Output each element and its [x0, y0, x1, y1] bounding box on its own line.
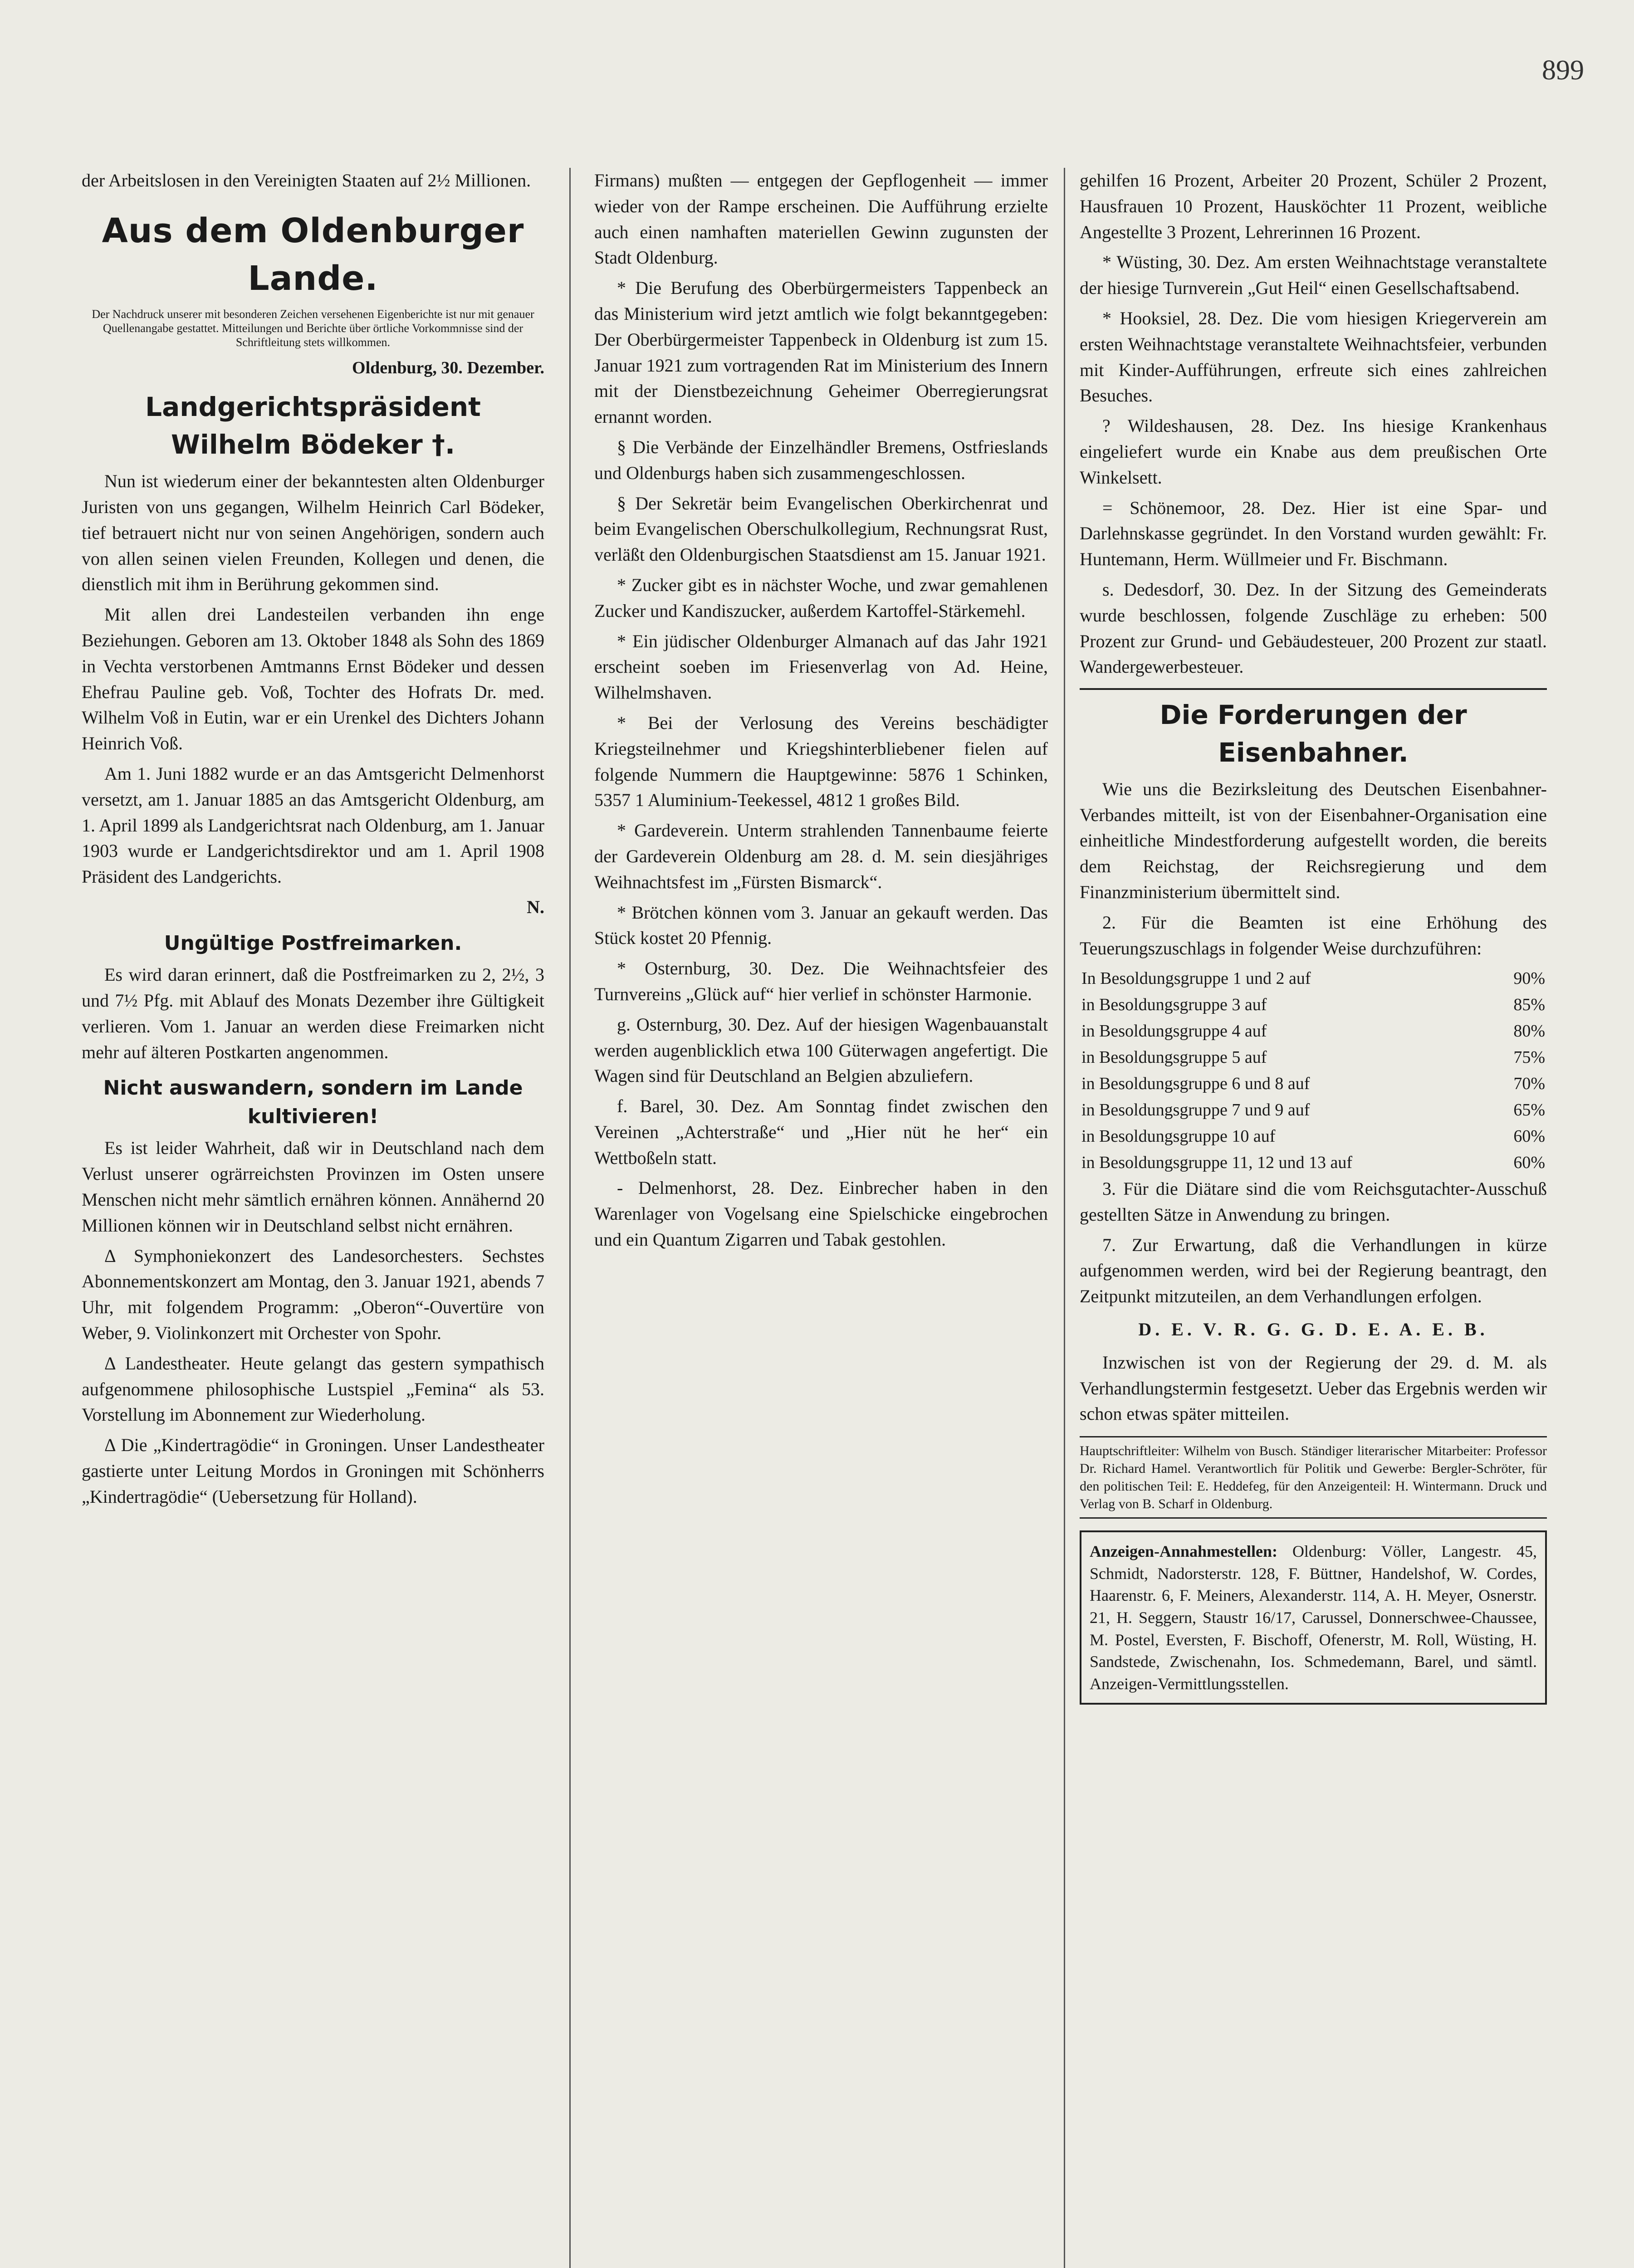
- railway-paragraph: 3. Für die Diätare sind die vom Reichsgutachter-Ausschuß gestellten Sätze in Anwendung zu bringen.: [1080, 1178, 1547, 1225]
- surcharge-group: in Besoldungsgruppe 4 auf: [1081, 1022, 1267, 1041]
- surcharge-percent: 65%: [1513, 1100, 1545, 1120]
- ads-box: [1080, 1530, 1547, 1705]
- surcharge-group: in Besoldungsgruppe 11, 12 und 13 auf: [1081, 1153, 1353, 1173]
- surcharge-row: [1080, 966, 1547, 992]
- news-item: * Zucker gibt es in nächster Woche, und zwar gemahlenen Zucker und Kandiszucker, außerdem Kartoffel-Stärkemehl.: [594, 574, 1048, 621]
- imprint: Hauptschriftleiter: Wilhelm von Busch. Ständiger literarischer Mitarbeiter: Professor Dr. Richard Hamel. Verantwortlich für Politik und Gewerbe: Bergler-Schröter, für den politischen Teil: E. Heddefeg, für den Anzeigenteil: H. Wintermann. Druck und Verlag von B. Scharf in Oldenburg.: [1080, 1436, 1547, 1519]
- surcharge-table: [1080, 966, 1547, 1176]
- news-item: - Delmenhorst, 28. Dez. Einbrecher haben in den Warenlager von Vogelsang eine Spielschicke eingebrochen und ein Quantum Zigarren und Tabak gestohlen.: [594, 1178, 1048, 1250]
- news-item: = Schönemoor, 28. Dez. Hier ist eine Spar- und Darlehnskasse gegründet. In den Vorstand wurden gewählt: Fr. Huntemann, Herm. Wüllmeier und Fr. Bischmann.: [1080, 497, 1547, 570]
- news-item: * Die Berufung des Oberbürgermeisters Tappenbeck an das Ministerium wird jetzt amtlich wie folgt bekanntgegeben: Der Oberbürgermeister Tappenbeck in Oldenburg ist zum 15. Januar 1921 zum vortragenden Rat im Ministerium des Innern mit der Dienstbezeichnung Geheimer Oberregierungsrat ernannt worden.: [594, 278, 1048, 427]
- organisations-line: D. E. V. R. G. G. D. E. A. E. B.: [1138, 1319, 1488, 1340]
- surcharge-percent: 80%: [1513, 1022, 1545, 1041]
- surcharge-group: in Besoldungsgruppe 5 auf: [1081, 1048, 1267, 1067]
- news-item: s. Dedesdorf, 30. Dez. In der Sitzung des Gemeinderats wurde beschlossen, folgende Zuschläge zu erheben: 500 Prozent zur Grund- und Gebäudesteuer, 200 Prozent zur staatl. Wandergewerbesteuer.: [1080, 579, 1547, 677]
- news-item: * Gardeverein. Unterm strahlenden Tannenbaume feierte der Gardeverein Oldenburg am 28. d. M. sein diesjähriges Weihnachtsfest im „Fürsten Bismarck“.: [594, 820, 1048, 892]
- news-item: * Bei der Verlosung des Vereins beschädigter Kriegsteilnehmer und Kriegshinterbliebener fielen auf folgende Nummern die Hauptgewinne: 5876 1 Schinken, 5357 1 Aluminium-Teekessel, 4812 1 großes Bild.: [594, 712, 1048, 811]
- surcharge-percent: 60%: [1513, 1127, 1545, 1146]
- news-item: * Wüsting, 30. Dez. Am ersten Weihnachtstage veranstaltete der hiesige Turnverein „Gut Heil“ einen Gesellschaftsabend.: [1080, 252, 1547, 298]
- stamps-heading: Ungültige Postfreimarken.: [164, 931, 462, 955]
- column-rule: [569, 168, 571, 2268]
- column-rule: [1064, 168, 1065, 2268]
- ads-text: Oldenburg: Völler, Langestr. 45, Schmidt, Nadorsterstr. 128, F. Büttner, Handelshof, W. Cordes, Haarenstr. 6, F. Meiners, Alexanderstr. 114, A. H. Meyer, Osnerstr. 21, H. Seggern, Staustr 16/17, Carussel, Donnerschwee-Chaussee, M. Postel, Eversten, F. Bischoff, Ofenerstr, M. Roll, Wüsting, H. Sandstede, Zwischenahn, Ios. Schmedemann, Barel, und sämtl. Anzeigen-Vermittlungsstellen.: [1090, 1542, 1537, 1693]
- obituary-signature: N.: [527, 896, 544, 917]
- surcharge-group: in Besoldungsgruppe 6 und 8 auf: [1081, 1074, 1310, 1094]
- surcharge-row: [1080, 992, 1547, 1018]
- surcharge-row: [1080, 1150, 1547, 1176]
- news-item: * Hooksiel, 28. Dez. Die vom hiesigen Kriegerverein am ersten Weihnachtstage veranstaltete Weihnachtsfeier, verbunden mit Kinder-Aufführungen, erfreute sich eines zahlreichen Besuches.: [1080, 308, 1547, 406]
- emigrate-paragraph: Es ist leider Wahrheit, daß wir in Deutschland nach dem Verlust unserer ogrärreichsten Provinzen im Osten unsere Menschen nicht mehr sämtlich ernähren können. Annähernd 20 Millionen können wir in Deutschland selbst nicht ernähren.: [82, 1138, 544, 1236]
- surcharge-group: in Besoldungsgruppe 3 auf: [1081, 995, 1267, 1015]
- railway-paragraph: 2. Für die Beamten ist eine Erhöhung des Teuerungszuschlags in folgender Weise durchzuführen:: [1080, 912, 1547, 958]
- dateline: Oldenburg, 30. Dezember.: [352, 358, 544, 377]
- surcharge-row: [1080, 1124, 1547, 1150]
- intro-text: der Arbeitslosen in den Vereinigten Staaten auf 2½ Millionen.: [82, 170, 531, 191]
- obituary-title: Landgerichtspräsident Wilhelm Bödeker †.: [145, 391, 481, 460]
- surcharge-percent: 90%: [1513, 969, 1545, 988]
- surcharge-percent: 60%: [1513, 1153, 1545, 1173]
- surcharge-percent: 85%: [1513, 995, 1545, 1015]
- tragedy-paragraph: Δ Die „Kindertragödie“ in Groningen. Unser Landestheater gastierte unter Leitung Mordos in Groningen mit Schönherrs „Kindertragödie“ (Uebersetzung für Holland).: [82, 1435, 544, 1507]
- obituary-paragraph: Am 1. Juni 1882 wurde er an das Amtsgericht Delmenhorst versetzt, am 1. Januar 1885 an das Amtsgericht Oldenburg, am 1. April 1899 als Landgerichtsrat nach Oldenburg, am 1. Januar 1903 wurde er Landgerichtsdirektor und am 1. April 1908 Präsident des Landgerichts.: [82, 763, 544, 887]
- surcharge-group: In Besoldungsgruppe 1 und 2 auf: [1081, 969, 1311, 988]
- emigrate-heading: Nicht auswandern, sondern im Lande kultivieren!: [103, 1076, 523, 1128]
- obituary-paragraph: Mit allen drei Landesteilen verbanden ihn enge Beziehungen. Geboren am 13. Oktober 1848 als Sohn des 1869 in Vechta verstorbenen Amtmanns Ernst Bödeker und dessen Ehefrau Pauline geb. Voß, Tochter des Hofrats Dr. med. Wilhelm Voß in Eutin, war er ein Urenkel des Dichters Johann Heinrich Voß.: [82, 604, 544, 754]
- railway-paragraph: Wie uns die Bezirksleitung des Deutschen Eisenbahner-Verbandes mitteilt, ist von der Eisenbahner-Organisation eine einheitliche Mindestforderung aufgestellt worden, die bereits dem Reichstag, der Reichsregierung und dem Finanzministerium übermittelt sind.: [1080, 778, 1547, 903]
- news-item: * Brötchen können vom 3. Januar an gekauft werden. Das Stück kostet 20 Pfennig.: [594, 902, 1048, 948]
- news-item: gehilfen 16 Prozent, Arbeiter 20 Prozent, Schüler 2 Prozent, Hausfrauen 10 Prozent, Hausköchter 11 Prozent, weibliche Angestellte 3 Prozent, Lehrerinnen 16 Prozent.: [1080, 170, 1547, 242]
- railway-paragraph: 7. Zur Erwartung, daß die Verhandlungen in kürze aufgenommen werden, wird bei der Regierung beantragt, den Zeitpunkt mitzuteilen, an dem Verhandlungen erfolgen.: [1080, 1234, 1547, 1307]
- reprint-note: Der Nachdruck unserer mit besonderen Zeichen versehenen Eigenberichte ist nur mit genauer Quellenangabe gestattet. Mitteilungen und Berichte über örtliche Vorkommnisse sind der Schriftleitung stets willkommen.: [92, 307, 534, 349]
- ads-title: Anzeigen-Annahmestellen:: [1090, 1542, 1277, 1561]
- surcharge-row: [1080, 1071, 1547, 1097]
- news-item: f. Barel, 30. Dez. Am Sonntag findet zwischen den Vereinen „Achterstraße“ und „Hier nüt he her“ ein Wettboßeln statt.: [594, 1096, 1048, 1168]
- railway-heading: Die Forderungen der Eisenbahner.: [1080, 688, 1547, 771]
- news-item: g. Osternburg, 30. Dez. Auf der hiesigen Wagenbauanstalt werden augenblicklich etwa 100 Güterwagen angefertigt. Die Wagen sind für Deutschland an Belgien abzuliefern.: [594, 1014, 1048, 1086]
- news-item: § Die Verbände der Einzelhändler Bremens, Ostfrieslands und Oldenburgs haben sich zusammengeschlossen.: [594, 436, 1048, 483]
- column-1: [82, 168, 544, 1514]
- obituary-paragraph: Nun ist wiederum einer der bekanntesten alten Oldenburger Juristen von uns gegangen, Wilhelm Heinrich Carl Bödeker, tief betrauert nicht nur von seinen Angehörigen, sondern auch von allen seinen vielen Freunden, Kollegen und denen, die dienstlich mit ihm in Berührung gekommen sind.: [82, 471, 544, 595]
- surcharge-group: in Besoldungsgruppe 10 auf: [1081, 1127, 1276, 1146]
- theatre-paragraph: Δ Landestheater. Heute gelangt das gestern sympathisch aufgenommene philosophische Lustspiel „Femina“ als 53. Vorstellung im Abonnement zur Wiederholung.: [82, 1353, 544, 1425]
- surcharge-row: [1080, 1018, 1547, 1045]
- page-number: 899: [1542, 55, 1584, 86]
- news-item: * Ein jüdischer Oldenburger Almanach auf das Jahr 1921 erscheint soeben im Friesenverlag von Ad. Heine, Wilhelmshaven.: [594, 631, 1048, 703]
- news-item: * Osternburg, 30. Dez. Die Weihnachtsfeier des Turnvereins „Glück auf“ hier verlief in schönster Harmonie.: [594, 958, 1048, 1004]
- surcharge-row: [1080, 1045, 1547, 1071]
- surcharge-group: in Besoldungsgruppe 7 und 9 auf: [1081, 1100, 1310, 1120]
- news-item: Firmans) mußten — entgegen der Gepflogenheit — immer wieder von der Rampe erscheinen. Die Aufführung erzielte auch einen namhaften materiellen Gewinn zugunsten der Stadt Oldenburg.: [594, 170, 1048, 268]
- news-item: § Der Sekretär beim Evangelischen Oberkirchenrat und beim Evangelischen Oberschulkollegium, Rechnungsrat Rust, verläßt den Oldenburgischen Staatsdienst am 15. Januar 1921.: [594, 493, 1048, 565]
- railway-paragraph: Inzwischen ist von der Regierung der 29. d. M. als Verhandlungstermin festgesetzt. Ueber das Ergebnis werden wir schon etwas später mitteilen.: [1080, 1352, 1547, 1424]
- surcharge-percent: 75%: [1513, 1048, 1545, 1067]
- surcharge-row: [1080, 1097, 1547, 1124]
- stamps-paragraph: Es wird daran erinnert, daß die Postfreimarken zu 2, 2½, 3 und 7½ Pfg. mit Ablauf des Monats Dezember ihre Gültigkeit verlieren. Vom 1. Januar an werden diese Freimarken nicht mehr auf älteren Postkarten angenommen.: [82, 964, 544, 1062]
- concert-paragraph: Δ Symphoniekonzert des Landesorchesters. Sechstes Abonnementskonzert am Montag, den 3. Januar 1921, abends 7 Uhr, mit folgendem Programm: „Oberon“-Ouvertüre von Weber, 9. Violinkonzert mit Orchester von Spohr.: [82, 1245, 544, 1343]
- column-3: [1080, 168, 1547, 1705]
- section-title: Aus dem Oldenburger Lande.: [102, 211, 524, 298]
- surcharge-percent: 70%: [1513, 1074, 1545, 1094]
- column-2: [594, 168, 1048, 1257]
- news-item: ? Wildeshausen, 28. Dez. Ins hiesige Krankenhaus eingeliefert wurde ein Knabe aus dem preußischen Orte Winkelsett.: [1080, 415, 1547, 488]
